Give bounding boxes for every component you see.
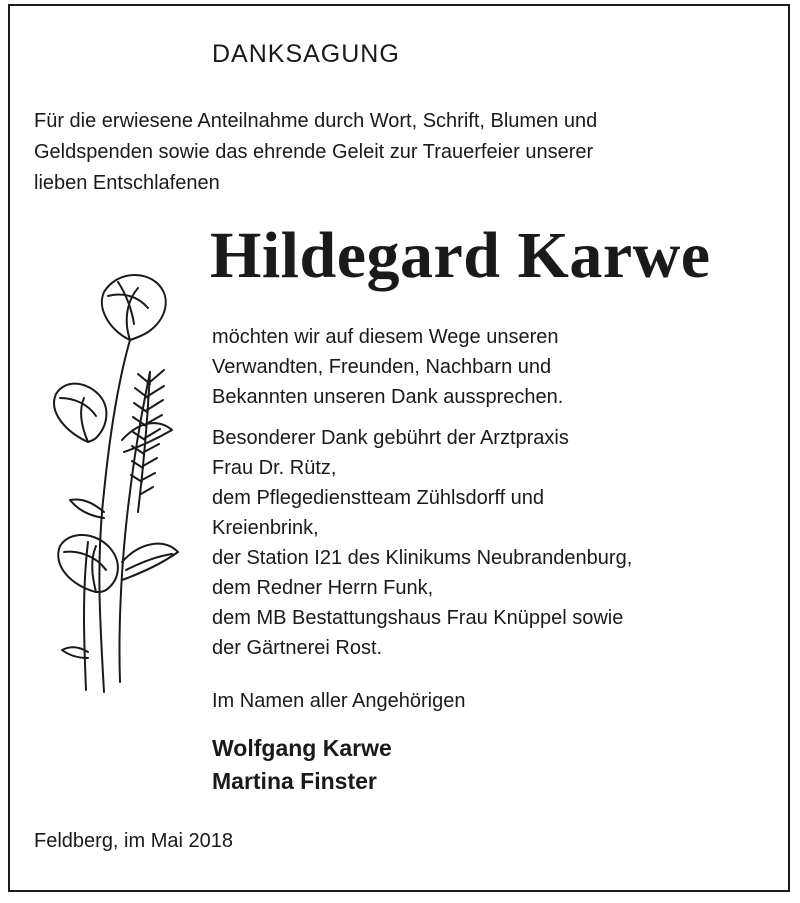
thanks-line: Frau Dr. Rütz, <box>212 457 337 479</box>
notice-heading: DANKSAGUNG <box>212 40 400 68</box>
signer-name: Martina Finster <box>212 768 377 794</box>
thanks-line: Besonderer Dank gebührt der Arztpraxis <box>212 427 569 449</box>
intro-text <box>34 106 764 199</box>
signers-block <box>212 732 392 798</box>
message-line: Verwandten, Freunden, Nachbarn und <box>212 356 552 378</box>
thanks-line: dem MB Bestattungshaus Frau Knüppel sowie <box>212 607 624 629</box>
thanks-line: Kreienbrink, <box>212 517 319 539</box>
intro-line: lieben Entschlafenen <box>34 172 220 194</box>
paragraph-gap <box>212 412 772 423</box>
signature-intro: Im Namen aller Angehörigen <box>212 690 466 712</box>
deceased-name: Hildegard Karwe <box>210 219 711 292</box>
thanks-line: der Gärtnerei Rost. <box>212 637 383 659</box>
signer-name: Wolfgang Karwe <box>212 735 392 761</box>
intro-line: Für die erwiesene Anteilnahme durch Wort, Schrift, Blumen und <box>34 110 598 132</box>
calla-lily-illustration <box>26 262 186 694</box>
message-line: Bekannten unseren Dank aussprechen. <box>212 386 564 408</box>
thanks-line: dem Redner Herrn Funk, <box>212 577 434 599</box>
thanks-line: der Station I21 des Klinikums Neubrandenburg, <box>212 547 633 569</box>
message-line: möchten wir auf diesem Wege unseren <box>212 326 559 348</box>
place-date: Feldberg, im Mai 2018 <box>34 830 233 852</box>
message-body <box>212 322 772 663</box>
intro-line: Geldspenden sowie das ehrende Geleit zur Trauerfeier unserer <box>34 141 594 163</box>
thanks-line: dem Pflegedienstteam Zühlsdorff und <box>212 487 545 509</box>
